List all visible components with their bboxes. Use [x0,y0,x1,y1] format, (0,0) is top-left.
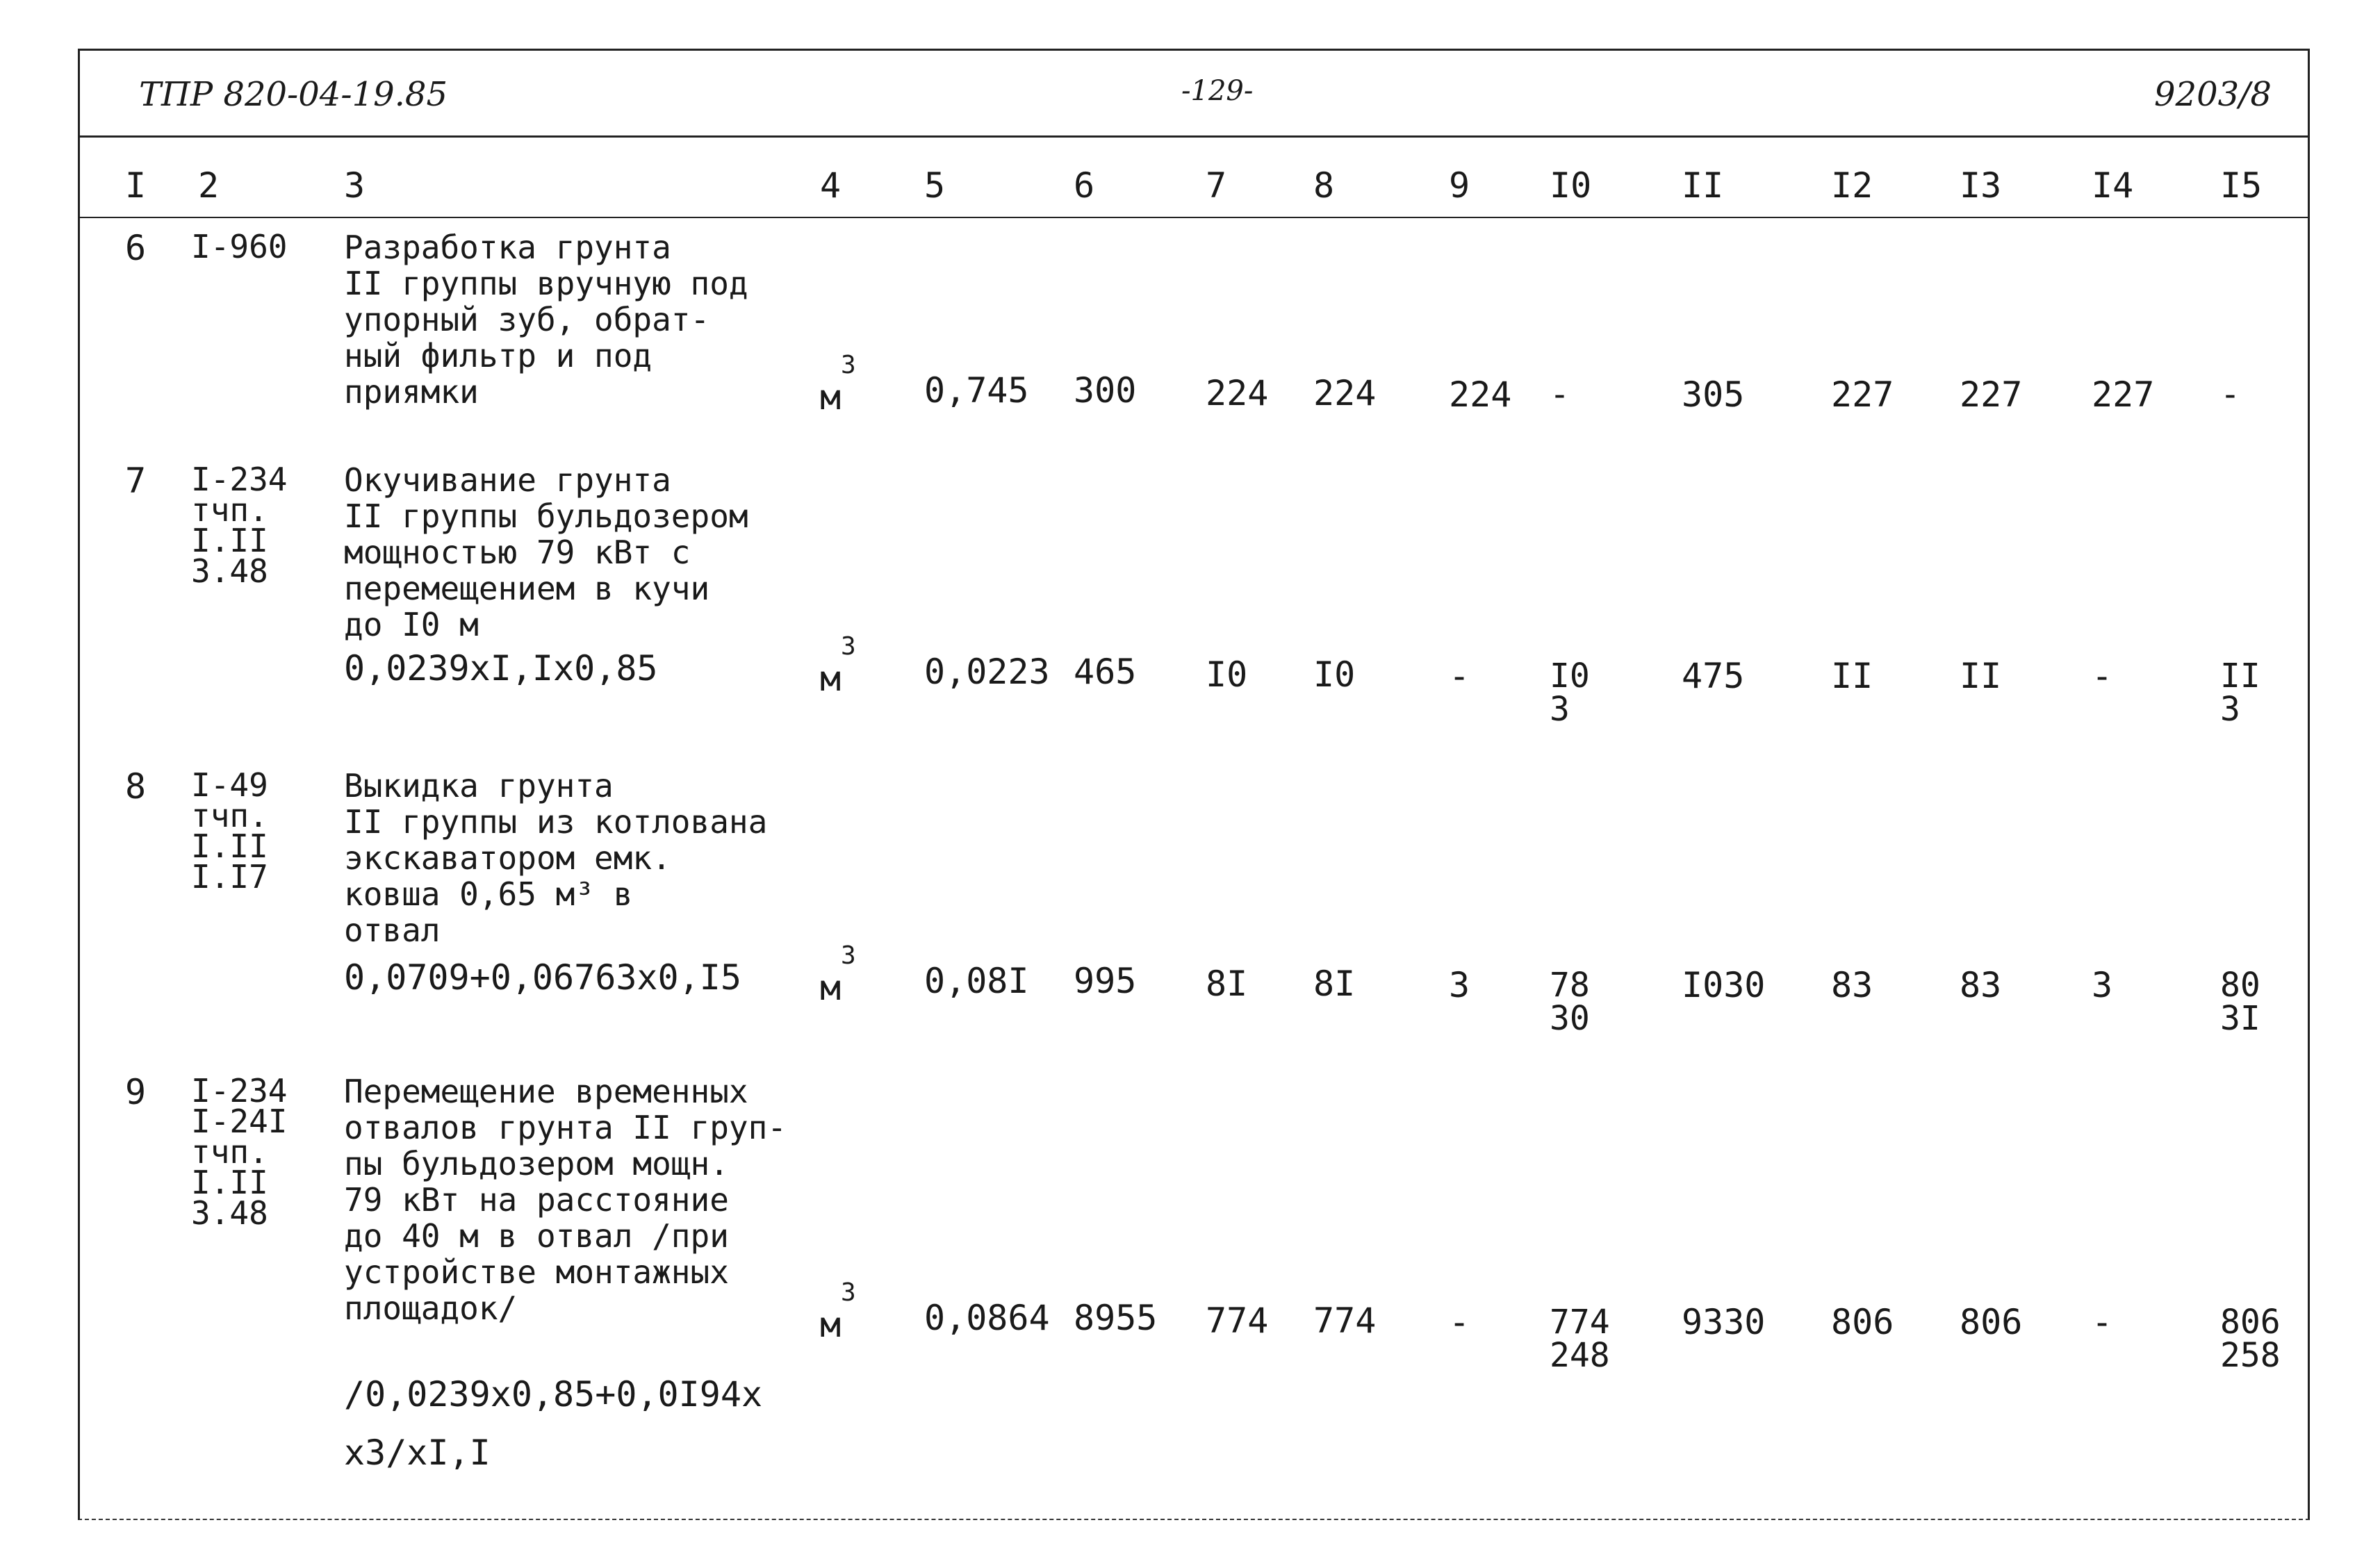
position-code: I.I7 [191,858,268,896]
quantity-formula: 0,0239xI,Ix0,85 [344,648,658,688]
row-number: 8 [125,766,147,807]
column-header: 6 [1074,165,1095,206]
work-description: упорный зуб, обрат- [344,301,710,338]
position-code: тчп. [191,1133,268,1171]
cell-col7: 774 [1206,1301,1269,1341]
cell-col10: 248 [1550,1336,1610,1375]
cell-col5: 0,08I [924,961,1029,1001]
position-code: I-24I [191,1103,288,1140]
work-description: II группы из котлована [344,803,768,841]
column-header: I3 [1960,165,2002,206]
position-code: I-960 [191,228,288,265]
cell-col9: - [1449,656,1470,696]
cell-col15: 3I [2220,999,2260,1038]
work-description: перемещением в кучи [344,570,710,607]
cell-col15: II [2220,657,2260,695]
column-header: 8 [1313,165,1335,206]
cell-col15: 80 [2220,966,2260,1005]
work-description: 79 кВт на расстояние [344,1181,729,1219]
column-header: 7 [1206,165,1227,206]
position-code: I-234 [191,461,288,498]
cell-col11: I030 [1682,965,1766,1005]
header-rule [78,135,2310,138]
doc-code: ТПР 820-04-19.85 [139,75,448,114]
work-description: ный фильтр и под [344,337,653,374]
position-code: I.II [191,827,268,865]
cell-col9: 3 [1449,965,1470,1005]
position-code: I-234 [191,1072,288,1110]
cell-col8: 774 [1313,1301,1377,1341]
column-header: 5 [924,165,946,206]
quantity-formula: 0,0709+0,06763x0,I5 [344,957,741,998]
column-header: 9 [1449,165,1470,206]
cell-col9: 224 [1449,374,1512,415]
work-description: площадок/ [344,1289,518,1327]
unit-of-measure: м [820,1305,842,1345]
cell-col10: - [1550,375,1570,414]
cell-col13: 806 [1960,1302,2023,1342]
column-header: II [1682,165,1724,206]
work-description: экскаватором емк. [344,839,671,877]
position-code: 3.48 [191,552,268,590]
cell-col11: 9330 [1682,1302,1766,1342]
quantity-formula: /0,0239x0,85+0,0I94x [344,1374,763,1414]
cell-col13: II [1960,656,2002,696]
work-description: Разработка грунта [344,229,671,266]
work-description: до 40 м в отвал /при [344,1217,729,1255]
page-number: -129- [1181,75,1254,107]
cell-col5: 0,745 [924,370,1029,411]
cell-col12: 806 [1831,1302,1894,1342]
column-header: I [125,165,147,206]
cell-col6: 465 [1074,652,1137,692]
cell-col5: 0,0223 [924,652,1050,692]
cell-col14: - [2092,656,2113,696]
cell-col10: I0 [1550,657,1590,695]
unit-of-measure: м [820,968,842,1008]
work-description: отвал [344,912,441,949]
work-description: Выкидка грунта [344,767,614,805]
cell-col10: 78 [1550,966,1590,1005]
work-description: ковша 0,65 м³ в [344,875,633,913]
cell-col12: II [1831,656,1873,696]
row-number: 9 [125,1072,147,1112]
cell-col10: 774 [1550,1303,1610,1342]
cell-col7: 224 [1206,373,1269,413]
cell-col15: 806 [2220,1303,2281,1342]
cell-col11: 305 [1682,374,1745,415]
position-code: I-49 [191,766,268,804]
position-code: I.II [191,1164,268,1201]
column-header: I2 [1831,165,1873,206]
unit-of-measure: м [820,377,842,418]
column-header: 3 [344,165,366,206]
column-header: 4 [820,165,842,206]
work-description: Окучивание грунта [344,461,671,499]
unit-exponent: 3 [841,632,856,661]
work-description: пы бульдозером мощн. [344,1145,729,1182]
cell-col15: - [2220,375,2240,414]
unit-of-measure: м [820,659,842,699]
cell-col13: 227 [1960,374,2023,415]
unit-exponent: 3 [841,941,856,970]
cell-col5: 0,0864 [924,1298,1050,1338]
work-description: мощностью 79 кВт с [344,534,691,571]
work-description: отвалов грунта II груп- [344,1109,787,1146]
position-code: тчп. [191,491,268,529]
cell-col10: 30 [1550,999,1590,1038]
row-number: 6 [125,228,147,268]
cell-col8: I0 [1313,654,1356,695]
cell-col14: - [2092,1302,2113,1342]
cell-col12: 227 [1831,374,1894,415]
position-code: тчп. [191,797,268,834]
cell-col11: 475 [1682,656,1745,696]
cell-col10: 3 [1550,690,1570,729]
cell-col14: 3 [2092,965,2113,1005]
cell-col6: 300 [1074,370,1137,411]
column-header: 2 [198,165,220,206]
work-description: II группы бульдозером [344,497,748,535]
work-description: II группы вручную под [344,265,748,302]
cell-col13: 83 [1960,965,2002,1005]
column-header: I5 [2220,165,2263,206]
cell-col8: 224 [1313,373,1377,413]
cell-col12: 83 [1831,965,1873,1005]
work-description: устройстве монтажных [344,1253,729,1291]
cell-col8: 8I [1313,964,1356,1004]
unit-exponent: 3 [841,1278,856,1307]
sheet-number: 9203/8 [2154,75,2272,114]
cell-col15: 3 [2220,690,2240,729]
row-number: 7 [125,461,147,501]
quantity-formula: x3/xI,I [344,1433,491,1473]
cell-col6: 8955 [1074,1298,1158,1338]
position-code: 3.48 [191,1194,268,1232]
work-description: приямки [344,373,479,411]
cell-col6: 995 [1074,961,1137,1001]
cell-col7: I0 [1206,654,1248,695]
cell-col14: 227 [2092,374,2155,415]
column-header: I4 [2092,165,2134,206]
column-header: I0 [1550,165,1592,206]
position-code: I.II [191,522,268,559]
cell-col7: 8I [1206,964,1248,1004]
work-description: Перемещение временных [344,1073,748,1110]
cell-col15: 258 [2220,1336,2281,1375]
unit-exponent: 3 [841,351,856,379]
cell-col9: - [1449,1302,1470,1342]
work-description: до I0 м [344,606,479,643]
columns-rule [78,217,2310,218]
